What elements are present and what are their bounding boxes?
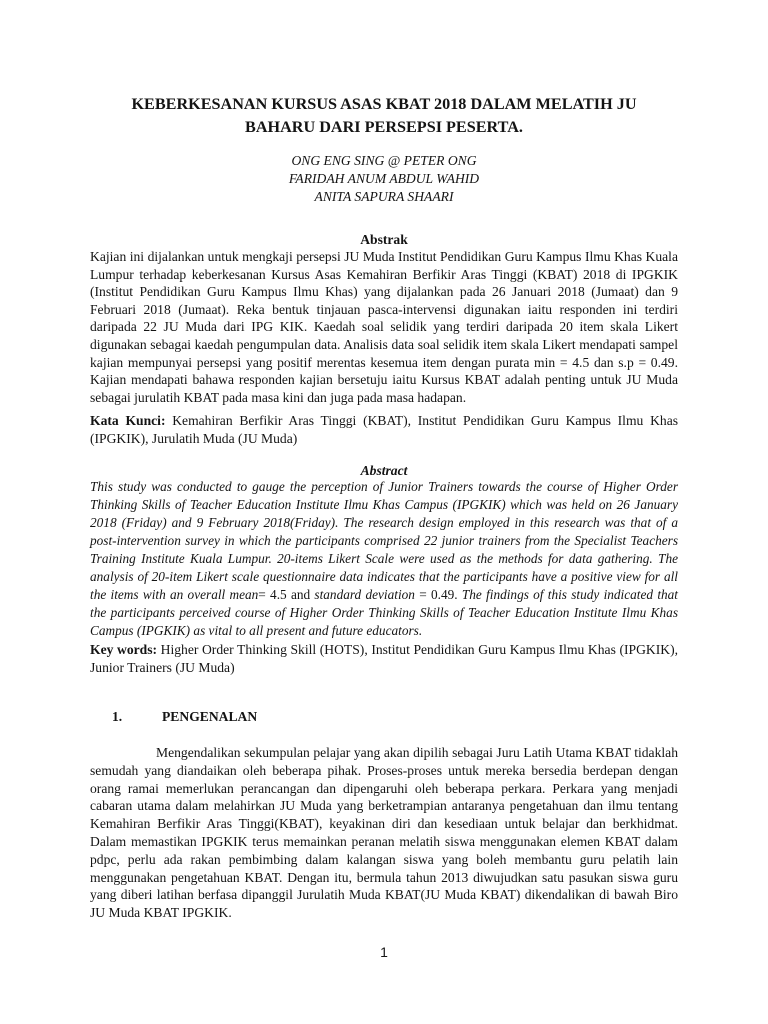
paper-title (90, 93, 678, 139)
abstract-sd-label: standard deviation (314, 587, 415, 602)
section-number: 1. (112, 709, 123, 724)
abstract-heading: Abstract (360, 463, 408, 478)
section-title: PENGENALAN (162, 709, 258, 724)
abstract-text-part1: This study was conducted to gauge the perception of Junior Trainers towards the course of Higher Order Thinking Skills of Teacher Education Institute Ilmu Khas Campus (IPGKIK) which was held on 26 January 2018 (Friday) and 9 February 2018(Friday). The research design employed in this research was that of a post-intervention survey in which the participants comprised 22 junior trainers from the Specialist Teachers Training Institute Kuala Lumpur. 20-items Likert Scale were used as the methods for data gathering. The analysis of 20-item Likert scale questionnaire data indicates that the participants have a positive view for all the items with an overall mean (90, 479, 678, 602)
abstract-mean-value: = 4.5 and (258, 587, 315, 602)
key-words-label: Key words: (90, 642, 158, 657)
key-words (90, 641, 678, 677)
kata-kunci-label: Kata Kunci: (90, 413, 166, 428)
kata-kunci (90, 412, 678, 448)
abstrak-heading: Abstrak (360, 232, 408, 247)
author-list (90, 152, 678, 206)
abstract-text (90, 478, 678, 640)
abstract-text-part3: The findings of this study indicated that the participants perceived course of Higher Order Thinking Skills of Teacher Education Institute Ilmu Khas Campus (IPGKIK) as vital to all present and future educators. (90, 587, 678, 638)
section-paragraph: Mengendalikan sekumpulan pelajar yang akan dipilih sebagai Juru Latih Utama KBAT tidaklah semudah yang diandaikan oleh beberapa pihak. Proses-proses untuk mereka bersedia berdepan dengan orang ramai memerlukan perancangan dan dipengaruhi oleh beberapa perkara. Perkara yang menjadi cabaran utama dalam melahirkan JU Muda yang berketrampian antaranya pengetahuan dan ilmu tentang Kemahiran Berfikir Aras Tinggi(KBAT), keyakinan diri dan kesediaan untuk belajar dan berkhidmat. Dalam memastikan IPGKIK terus memainkan peranan melatih siswa menggunakan elemen KBAT dalam pdpc, perlu ada rakan pembimbing dalam kalangan siswa yang boleh membantu guru pelatih lain menggunakan pengetahuan KBAT. Dengan itu, bermula tahun 2013 diwujudkan satu pasukan siswa guru yang diberi latihan berfasa dipanggil Jurulatih Muda KBAT(JU Muda KBAT) dikendalikan di bawah Biro JU Muda KBAT IPGKIK. (90, 745, 678, 921)
abstrak-text: Kajian ini dijalankan untuk mengkaji persepsi JU Muda Institut Pendidikan Guru Kampus Ilmu Khas Kuala Lumpur terhadap keberkesanan Kursus Asas Kemahiran Berfikir Aras Tinggi (KBAT) 2018 di IPGKIK (Institut Pendidikan Guru Kampus Ilmu Khas) yang dijalankan pada 26 Januari 2018 (Jumaat) dan 9 Februari 2018 (Jumaat). Reka bentuk tinjauan pasca-intervensi digunakan iaitu responden ini terdiri daripada 22 JU Muda dari IPG KIK. Kaedah soal selidik yang terdiri daripada 20 item skala Likert digunakan sebagai kaedah pengumpulan data. Analisis data soal selidik item skala Likert mendapati sampel kajian mempunyai persepsi yang positif merentas kesemua item dengan purata min = 4.5 dan s.p = 0.49. Kajian mendapati bahawa responden kajian bersetuju iaitu Kursus KBAT adalah penting untuk JU Muda sebagai jurulatih KBAT pada masa kini dan juga pada masa hadapan. (90, 249, 678, 405)
key-words-text: Higher Order Thinking Skill (HOTS), Institut Pendidikan Guru Kampus Ilmu Khas (IPGKIK), Junior Trainers (JU Muda) (90, 642, 678, 675)
abstract-sd-value: = 0.49. (414, 587, 462, 602)
page-number: 1 (380, 944, 388, 960)
kata-kunci-text: Kemahiran Berfikir Aras Tinggi (KBAT), Institut Pendidikan Guru Kampus Ilmu Khas (IPGKIK), Jurulatih Muda (JU Muda) (90, 413, 679, 446)
author-3: ANITA SAPURA SHAARI (314, 189, 454, 204)
author-2: FARIDAH ANUM ABDUL WAHID (288, 171, 480, 186)
title-line-2: BAHARU DARI PERSEPSI PESERTA. (245, 118, 523, 136)
author-1: ONG ENG SING @ PETER ONG (291, 153, 477, 168)
title-line-1: KEBERKESANAN KURSUS ASAS KBAT 2018 DALAM MELATIH JU (131, 95, 637, 113)
